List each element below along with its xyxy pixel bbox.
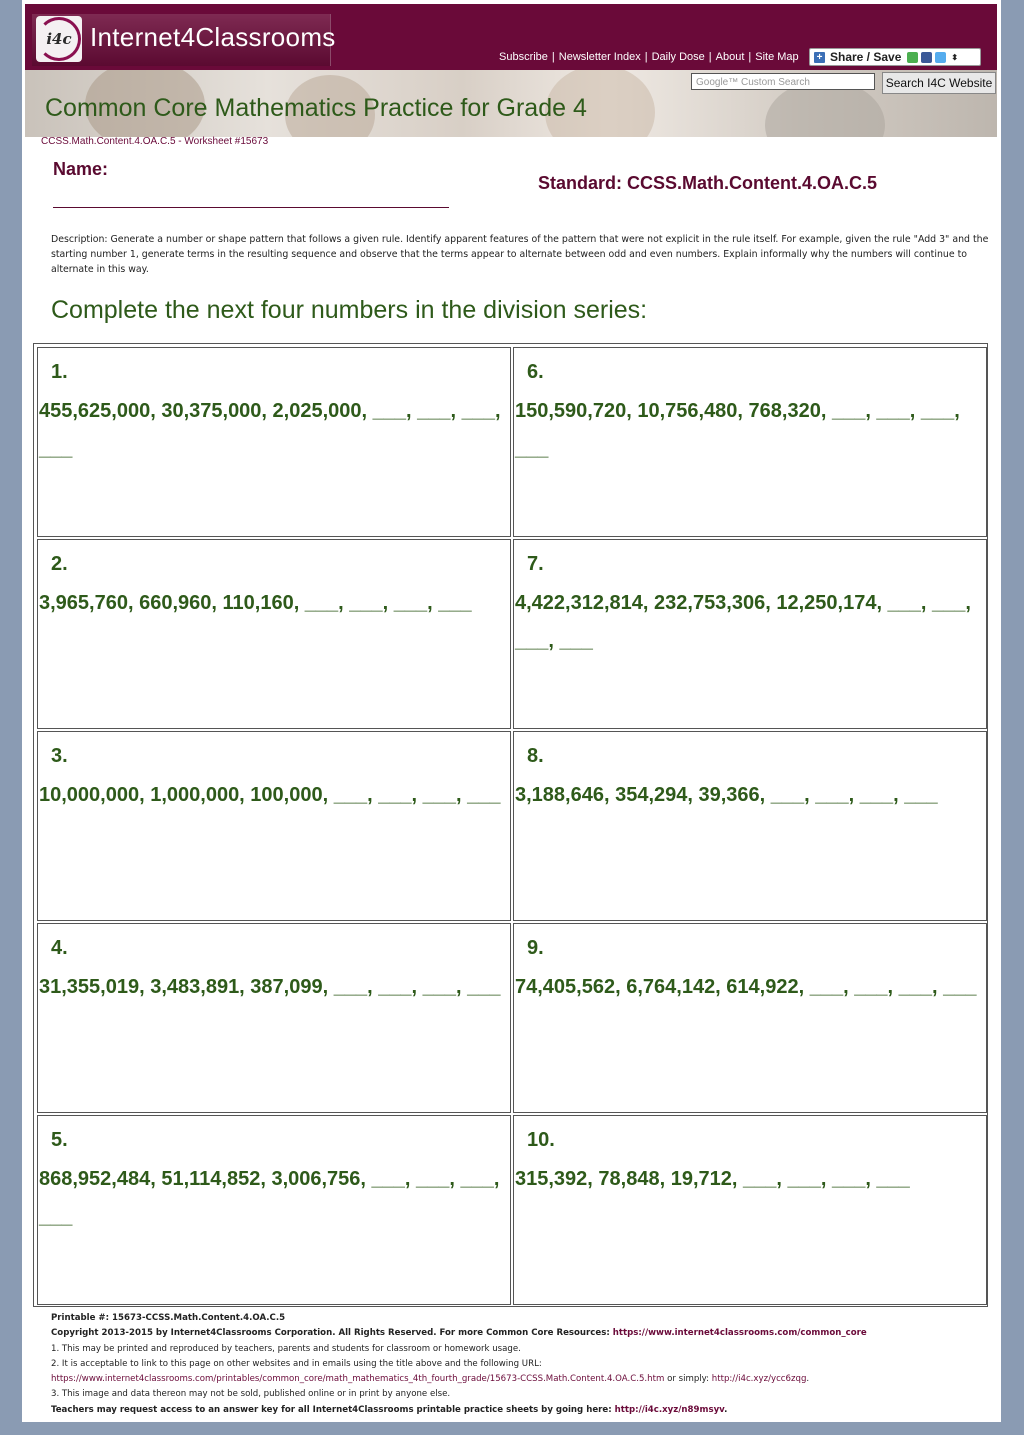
share-save-label: Share / Save xyxy=(830,50,902,64)
worksheet-url-line xyxy=(51,1372,997,1387)
url-end: . xyxy=(806,1374,810,1385)
nav-site-map[interactable]: Site Map xyxy=(755,51,799,63)
nav-about[interactable]: About xyxy=(715,51,745,63)
logo-text: Internet4Classrooms xyxy=(90,22,336,52)
problem-series: 74,405,562, 6,764,142, 614,922, ___, ___, ___, ___ xyxy=(515,976,977,998)
problem-cell xyxy=(513,1115,987,1305)
problem-number: 10. xyxy=(527,1129,555,1151)
problem-number: 8. xyxy=(527,745,544,767)
problem-cell xyxy=(513,347,987,537)
problem-number: 6. xyxy=(527,361,544,383)
worksheet-long-url[interactable]: https://www.internet4classrooms.com/printables/common_core/math_mathematics_4th_fourth_grade/15673-CCSS.Math.Content.4.OA.C.5.htm xyxy=(51,1374,665,1385)
nav-subscribe[interactable]: Subscribe xyxy=(499,51,548,63)
problem-series: 3,965,760, 660,960, 110,160, ___, ___, ___, ___ xyxy=(39,592,472,614)
problem-number: 1. xyxy=(51,361,68,383)
problem-cell xyxy=(513,731,987,921)
usage-note-2: 2. It is acceptable to link to this page on other websites and in emails using the title above and the following URL: xyxy=(51,1358,542,1369)
problem-series: 31,355,019, 3,483,891, 387,099, ___, ___, ___, ___ xyxy=(39,976,501,998)
copyright-text: Copyright 2013-2015 by Internet4Classrooms Corporation. All Rights Reserved. For more Common Core Resources: xyxy=(51,1328,610,1339)
logo-badge-text: i4c xyxy=(37,17,81,61)
problem-number: 3. xyxy=(51,745,68,767)
problem-grid xyxy=(33,343,988,1307)
problem-cell xyxy=(37,347,511,537)
nav-newsletter-index[interactable]: Newsletter Index xyxy=(558,51,641,63)
problem-cell xyxy=(37,731,511,921)
problem-number: 2. xyxy=(51,553,68,575)
worksheet-short-url[interactable]: http://i4c.xyz/ycc6zqg xyxy=(711,1374,807,1385)
printable-number: Printable #: 15673-CCSS.Math.Content.4.OA.C.5 xyxy=(51,1313,286,1323)
problem-series: 3,188,646, 354,294, 39,366, ___, ___, ___, ___ xyxy=(515,784,938,806)
site-logo[interactable] xyxy=(32,14,336,66)
site-header xyxy=(25,4,997,70)
problem-number: 7. xyxy=(527,553,544,575)
problem-number: 9. xyxy=(527,937,544,959)
share-save-button[interactable] xyxy=(809,48,981,66)
share-dropdown-icon: ⬍ xyxy=(951,52,959,62)
usage-note-3: 3. This image and data thereon may not be sold, published online or in print by anyone else. xyxy=(51,1389,451,1400)
problem-cell xyxy=(37,923,511,1113)
copyright xyxy=(51,1326,997,1341)
answer-key-note xyxy=(51,1403,997,1418)
standard-description: Description: Generate a number or shape pattern that follows a given rule. Identify apparent features of the pattern that were not explicit in the rule itself. For example, given the rule "Add 3" and the starting number 1, generate terms in the resulting sequence and observe that the terms appear to alternate between odd and even numbers. Explain informally why the numbers will continue to alternate in this way. xyxy=(51,234,989,275)
footer xyxy=(51,1311,997,1418)
search-input[interactable]: Google™ Custom Search xyxy=(691,73,875,90)
answer-key-text: Teachers may request access to an answer key for all Internet4Classrooms printable practice sheets by going here: xyxy=(51,1404,612,1415)
problem-cell xyxy=(37,539,511,729)
problem-series: 4,422,312,814, 232,753,306, 12,250,174, ___, ___, ___, ___ xyxy=(515,592,971,652)
search-button[interactable]: Search I4C Website xyxy=(882,72,996,94)
answer-end: . xyxy=(724,1404,728,1415)
share-email-icon xyxy=(907,52,918,63)
problem-series: 868,952,484, 51,114,852, 3,006,756, ___, ___, ___, ___ xyxy=(39,1168,500,1228)
standard-label: Standard: CCSS.Math.Content.4.OA.C.5 xyxy=(538,173,878,193)
problem-number: 5. xyxy=(51,1129,68,1151)
answer-key-link[interactable]: http://i4c.xyz/n89msyv xyxy=(614,1404,725,1415)
problem-series: 10,000,000, 1,000,000, 100,000, ___, ___, ___, ___ xyxy=(39,784,501,806)
problem-number: 4. xyxy=(51,937,68,959)
problem-cell xyxy=(513,923,987,1113)
name-label: Name: xyxy=(53,159,109,179)
share-facebook-icon xyxy=(921,52,932,63)
name-line xyxy=(53,207,449,208)
top-nav: Subscribe | Newsletter Index | Daily Dose | About | Site Map xyxy=(495,51,803,63)
share-twitter-icon xyxy=(935,52,946,63)
breadcrumb[interactable]: CCSS.Math.Content.4.OA.C.5 - Worksheet #15673 xyxy=(41,136,269,147)
problem-cell xyxy=(37,1115,511,1305)
problem-series: 315,392, 78,848, 19,712, ___, ___, ___, ___ xyxy=(515,1168,910,1190)
instructions: Complete the next four numbers in the division series: xyxy=(51,296,648,324)
problem-cell xyxy=(513,539,987,729)
logo-badge-icon xyxy=(36,16,82,62)
url-separator: or simply: xyxy=(664,1374,712,1385)
common-core-link[interactable]: https://www.internet4classrooms.com/common_core xyxy=(612,1328,867,1339)
header-banner xyxy=(25,70,997,137)
usage-note-1: 1. This may be printed and reproduced by teachers, parents and students for classroom or homework usage. xyxy=(51,1343,521,1354)
page-title: Common Core Mathematics Practice for Grade 4 xyxy=(45,94,587,122)
problem-series: 150,590,720, 10,756,480, 768,320, ___, ___, ___, ___ xyxy=(515,400,960,460)
share-plus-icon: + xyxy=(814,52,825,63)
problem-series: 455,625,000, 30,375,000, 2,025,000, ___, ___, ___, ___ xyxy=(39,400,501,460)
nav-daily-dose[interactable]: Daily Dose xyxy=(651,51,705,63)
worksheet-page xyxy=(22,0,1001,1422)
